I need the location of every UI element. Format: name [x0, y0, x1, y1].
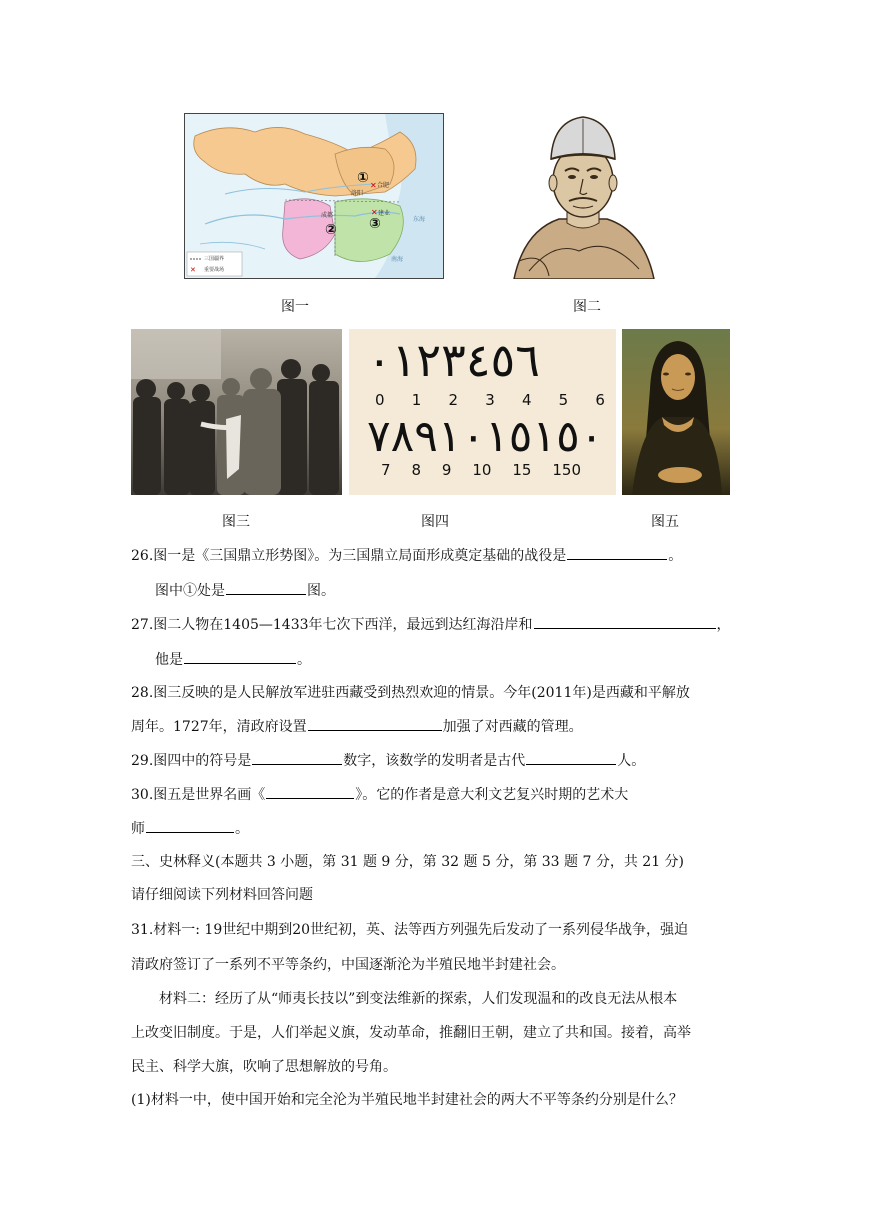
- q28-answer-blank-office[interactable]: [308, 716, 442, 731]
- map-label-luoyang: 洛阳: [351, 190, 364, 197]
- q27-answer-blank-destination[interactable]: [534, 614, 716, 629]
- map-marker-1: ①: [357, 170, 369, 186]
- numeral-5: 5: [558, 391, 569, 409]
- q28-text: 28.图三反映的是人民解放军进驻西藏受到热烈欢迎的情景。今年(2011年)是西藏和平解放: [131, 685, 690, 701]
- question-26-line-2: [155, 580, 335, 601]
- figure-5-caption: 图五: [651, 514, 679, 530]
- q27-text: 27.图二人物在1405—1433年七次下西洋，最远到达红海沿岸和: [131, 617, 533, 633]
- figure-4-caption: 图四: [421, 514, 449, 530]
- q26-answer-blank-battle[interactable]: [567, 545, 667, 560]
- photo-drawing: [131, 329, 342, 495]
- question-30-line-1: [131, 784, 628, 805]
- arabic-numerals-row-1: ٠١٢٣٤٥٦: [367, 333, 540, 387]
- q29-answer-blank-numeral[interactable]: [252, 750, 342, 765]
- q26-text-2: 图中①处是: [155, 583, 225, 599]
- numeral-0: 0: [375, 391, 385, 409]
- arabic-numerals-row-2: ٧٨٩١٠١٥١٥٠: [367, 411, 604, 462]
- map-legend-battle: 重要战场: [204, 267, 225, 273]
- numeral-6: 6: [595, 391, 605, 409]
- q27-text-2-end: 。: [297, 652, 311, 668]
- q27-text-2: 他是: [155, 652, 183, 668]
- question-30-line-2: [131, 818, 249, 839]
- section-3-heading: 三、史林释义(本题共 3 小题，第 31 题 9 分，第 32 题 5 分，第 33 题 7 分，共 21 分): [131, 854, 685, 870]
- numeral-3: 3: [485, 391, 495, 409]
- numeral-9: 9: [441, 461, 452, 479]
- q31-material-2-line-2: 上改变旧制度。于是，人们举起义旗，发动革命，推翻旧王朝，建立了共和国。接着，高举: [131, 1025, 691, 1041]
- map-marker-2: ②: [325, 222, 337, 238]
- q26-text-2-end: 图。: [307, 583, 335, 599]
- q30-text-2-end: 。: [235, 821, 249, 837]
- map-label-nanhai: 南海: [391, 256, 404, 263]
- q31-subquestion-1: (1)材料一中，使中国开始和完全沦为半殖民地半封建社会的两大不平等条约分别是什么？: [131, 1092, 683, 1108]
- battle-mark-icon: ✕: [370, 181, 377, 190]
- q31-material-2-line-3: 民主、科学大旗，吹响了思想解放的号角。: [131, 1059, 397, 1075]
- q31-material-1-line-1: 31.材料一: 19世纪中期到20世纪初，英、法等西方列强先后发动了一系列侵华战争，强迫: [131, 922, 689, 938]
- q28-text-2-end: 加强了对西藏的管理。: [442, 719, 583, 735]
- q31-material-2-line-1: 材料二：经历了从“师夷长技以”到变法维新的探索，人们发现温和的改良无法从根本: [159, 991, 678, 1007]
- question-28-line-1: [131, 683, 690, 703]
- map-marker-3: ③: [369, 216, 381, 232]
- q30-answer-blank-painting[interactable]: [266, 784, 354, 799]
- q27-text-end: ，: [716, 617, 731, 633]
- numeral-8: 8: [411, 461, 421, 479]
- q26-text-end: 。: [668, 548, 683, 564]
- question-26-line-1: [131, 545, 682, 566]
- map-legend-border: 三国疆界: [204, 256, 225, 262]
- figure-1-caption: 图一: [281, 299, 309, 315]
- numeral-2: 2: [448, 391, 459, 409]
- numeral-1: 1: [411, 391, 422, 409]
- painting-drawing: [622, 329, 730, 495]
- q29-text-mid: 数字，该数学的发明者是古代: [343, 753, 526, 769]
- western-numerals-row-1: [375, 391, 605, 409]
- western-numerals-row-2: [381, 461, 581, 479]
- portrait-drawing: [509, 111, 657, 279]
- q29-text: 29.图四中的符号是: [131, 753, 252, 769]
- figure-1-three-kingdoms-map: [184, 113, 444, 279]
- numeral-4: 4: [521, 391, 532, 409]
- question-29-line: [131, 750, 645, 771]
- q30-text-2: 师: [131, 821, 145, 837]
- q29-text-end: 人。: [617, 753, 646, 769]
- map-label-hefei: 合肥: [377, 182, 390, 189]
- figure-2-portrait: [509, 111, 657, 279]
- map-label-jianye: 建业: [378, 210, 391, 217]
- question-28-line-2: [131, 716, 583, 737]
- figure-4-numerals: [349, 329, 616, 495]
- q31-material-1-line-2: 清政府签订了一系列不平等条约，中国逐渐沦为半殖民地半封建社会。: [131, 957, 565, 973]
- figure-2-caption: 图二: [573, 299, 601, 315]
- numeral-150: 150: [552, 461, 581, 479]
- numeral-7: 7: [381, 461, 391, 479]
- q30-text: 30.图五是世界名画《: [131, 787, 266, 803]
- figure-3-caption: 图三: [222, 514, 250, 530]
- q27-answer-blank-person[interactable]: [184, 649, 296, 664]
- q28-text-2: 周年。1727年，清政府设置: [131, 719, 307, 735]
- map-label-donghai: 东海: [413, 216, 426, 223]
- figure-5-painting: [622, 329, 730, 495]
- q29-answer-blank-inventor[interactable]: [526, 750, 616, 765]
- q26-answer-blank-map[interactable]: [226, 580, 306, 595]
- q30-answer-blank-artist[interactable]: [146, 818, 234, 833]
- q30-text-end: 》。它的作者是意大利文艺复兴时期的艺术大: [355, 787, 629, 803]
- question-27-line-1: [131, 614, 731, 635]
- map-drawing: [185, 114, 443, 278]
- question-27-line-2: [155, 649, 311, 670]
- q26-text: 26.图一是《三国鼎立形势图》。为三国鼎立局面形成奠定基础的战役是: [131, 548, 567, 564]
- map-label-chengdu: 成都: [321, 212, 334, 219]
- numeral-10: 10: [472, 461, 492, 479]
- numeral-15: 15: [512, 461, 532, 479]
- svg-text:✕: ✕: [190, 266, 196, 274]
- section-3-instruction: 请仔细阅读下列材料回答问题: [131, 887, 313, 903]
- battle-mark-icon: ✕: [371, 208, 378, 217]
- figure-3-photo: [131, 329, 342, 495]
